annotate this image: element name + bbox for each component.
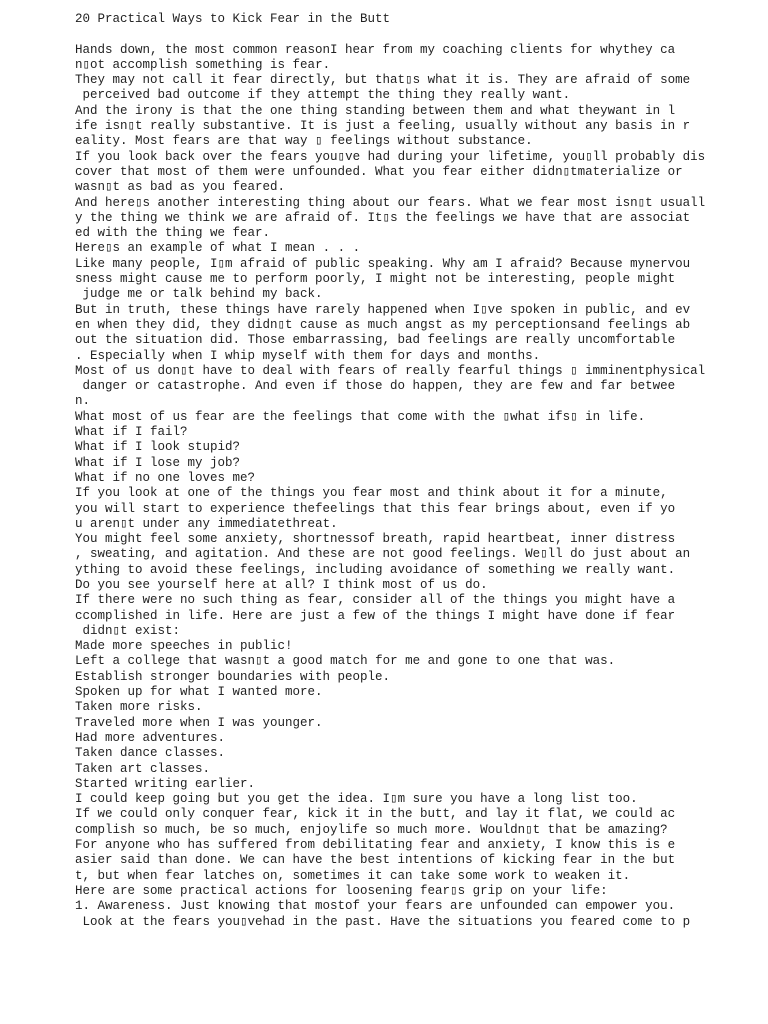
body-text-line: en when they did, they didn▯t cause as much angst as my perceptionsand feelings ab [75,317,691,332]
body-text-line: I could keep going but you get the idea. I▯m sure you have a long list too. [75,792,638,807]
body-text-line: Started writing earlier. [75,776,256,791]
body-text-line: Left a college that wasn▯t a good match for me and gone to one that was. [75,654,616,669]
body-text-line: Had more adventures. [75,730,226,745]
body-text-line: Taken art classes. [75,761,211,776]
body-text-line: asier said than done. We can have the best intentions of kicking fear in the but [75,853,676,868]
body-text-line: Like many people, I▯m afraid of public speaking. Why am I afraid? Because mynervou [75,256,691,271]
body-text-line: For anyone who has suffered from debilitating fear and anxiety, I know this is e [75,838,676,853]
body-text-line: n▯ot accomplish something is fear. [75,57,331,72]
body-text-line: t, but when fear latches on, sometimes it can take some work to weaken it. [75,868,631,883]
body-text-line: ything to avoid these feelings, including avoidance of something we really want. [75,562,676,577]
body-text-line: ed with the thing we fear. [75,226,271,241]
body-text-line: Hands down, the most common reasonI hear from my coaching clients for whythey ca [75,42,676,57]
body-text-line: sness might cause me to perform poorly, I might not be interesting, people might [75,272,676,287]
body-text-line: y the thing we think we are afraid of. It▯s the feelings we have that are associat [75,210,691,225]
body-text-line: If there were no such thing as fear, consider all of the things you might have a [75,593,676,608]
body-text-line: They may not call it fear directly, but that▯s what it is. They are afraid of some [75,73,691,88]
body-text-line: wasn▯t as bad as you feared. [75,180,286,195]
body-text-line: out the situation did. Those embarrassing, bad feelings are really uncomfortable [75,333,676,348]
body-text-line: ccomplished in life. Here are just a few of the things I might have done if fear [75,608,676,623]
document-body [75,43,735,930]
body-text-line: Traveled more when I was younger. [75,715,323,730]
body-text-line: What most of us fear are the feelings that come with the ▯what ifs▯ in life. [75,409,646,424]
body-text-line: eality. Most fears are that way ▯ feelings without substance. [75,134,533,149]
body-text-line: Here▯s an example of what I mean . . . [75,241,361,256]
body-text-line: Taken dance classes. [75,746,226,761]
body-text-line: complish so much, be so much, enjoylife so much more. Wouldn▯t that be amazing? [75,822,668,837]
body-text-line: Most of us don▯t have to deal with fears of really fearful things ▯ imminentphysical [75,363,706,378]
body-text-line: judge me or talk behind my back. [75,287,323,302]
body-text-line: Made more speeches in public! [75,639,293,654]
body-text-line: Do you see yourself here at all? I think most of us do. [75,577,488,592]
body-text-line: Establish stronger boundaries with people. [75,669,391,684]
body-text-line: Look at the fears you▯vehad in the past. Have the situations you feared come to p [75,914,691,929]
body-text-line: u aren▯t under any immediatethreat. [75,516,338,531]
body-text-line: You might feel some anxiety, shortnessof breath, rapid heartbeat, inner distress [75,532,676,547]
body-text-line: cover that most of them were unfounded. What you fear either didn▯tmaterialize or [75,164,683,179]
body-text-line: Spoken up for what I wanted more. [75,685,323,700]
body-text-line: And here▯s another interesting thing about our fears. What we fear most isn▯t usuall [75,195,706,210]
body-text-line: 1. Awareness. Just knowing that mostof your fears are unfounded can empower you. [75,899,676,914]
body-text-line: n. [75,394,91,409]
body-text-line: If you look back over the fears you▯ve had during your lifetime, you▯ll probably dis [75,149,706,164]
body-text-line: danger or catastrophe. And even if those do happen, they are few and far betwee [75,379,676,394]
body-text-line: , sweating, and agitation. And these are not good feelings. We▯ll do just about an [75,547,691,562]
body-text-line: If you look at one of the things you fear most and think about it for a minute, [75,486,668,501]
body-text-line: What if I look stupid? [75,440,241,455]
body-text-line: What if I fail? [75,425,188,440]
body-text-line: Taken more risks. [75,700,203,715]
body-text-line: If we could only conquer fear, kick it in the butt, and lay it flat, we could ac [75,807,676,822]
body-text-line: perceived bad outcome if they attempt the thing they really want. [75,88,571,103]
document-page [75,12,735,930]
body-text-line: Here are some practical actions for loosening fear▯s grip on your life: [75,883,608,898]
body-text-line: And the irony is that the one thing standing between them and what theywant in l [75,103,676,118]
body-text-line: didn▯t exist: [75,623,181,638]
body-text-line: ife isn▯t really substantive. It is just a feeling, usually without any basis in r [75,119,691,134]
body-text-line: . Especially when I whip myself with them for days and months. [75,348,541,363]
body-text-line: you will start to experience thefeelings that this fear brings about, even if yo [75,501,676,516]
body-text-line: What if I lose my job? [75,455,241,470]
body-text-line: But in truth, these things have rarely happened when I▯ve spoken in public, and ev [75,302,691,317]
body-text-line: What if no one loves me? [75,470,256,485]
document-title: 20 Practical Ways to Kick Fear in the Butt [75,12,391,26]
